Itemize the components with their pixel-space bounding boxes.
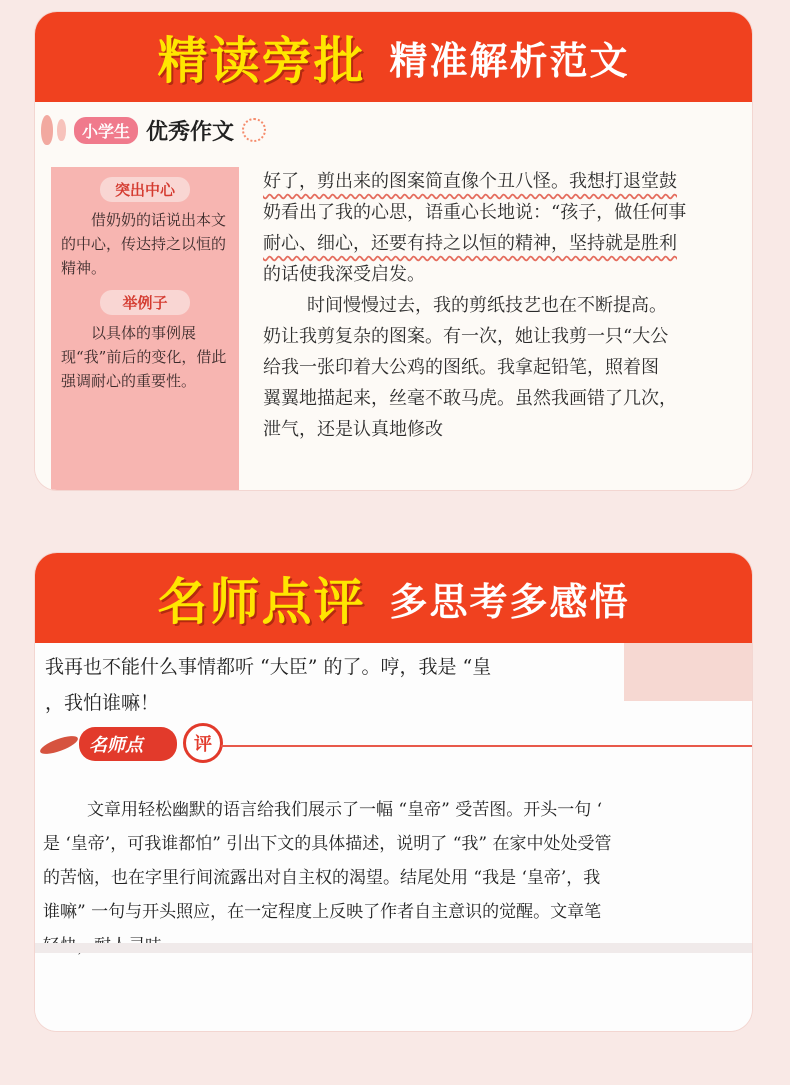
essay-ending: [45, 649, 491, 721]
essay-line: 奶看出了我的心思，语重心长地说：“孩子，做任何事: [263, 202, 687, 223]
essay-line: 时间慢慢过去，我的剪纸技艺也在不断提高。: [307, 295, 667, 316]
essay-line: 给我一张印着大公鸡的图纸。我拿起铅笔，照着图: [263, 357, 659, 378]
banner-title: 精读旁批: [157, 32, 366, 90]
pupil-tag: 小学生: [74, 117, 138, 144]
tree-icon: [57, 119, 66, 141]
sample-essay-page: [35, 102, 752, 490]
essay-text: [263, 166, 752, 445]
divider: [221, 745, 752, 747]
teacher-review-card: [35, 553, 752, 1031]
tree-icon: [41, 115, 53, 145]
review-line: 的苦恼，也在字里行间流露出对自主权的渴望。结尾处用 “我是 ‘皇帝’，我: [43, 868, 601, 888]
essay-line: 好了，剪出来的图案简直像个丑八怪。我想打退堂鼓: [263, 171, 677, 192]
banner-title: 名师点评: [157, 573, 366, 631]
essay-line: 奶让我剪复杂的图案。有一次，她让我剪一只“大公: [263, 326, 669, 347]
essay-line: 的话使我深受启发。: [263, 264, 425, 285]
review-line: 谁嘛” 一句与开头照应，在一定程度上反映了作者自主意识的觉醒。文章笔: [43, 902, 602, 922]
review-badge: 名师点: [79, 727, 177, 761]
essay-line: 翼翼地描起来，丝毫不敢马虎。虽然我画错了几次，: [263, 388, 677, 409]
note-tag: 举例子: [100, 290, 190, 315]
essay-header-title: 优秀作文: [146, 118, 235, 145]
review-line: 是 ‘皇帝’，可我谁都怕” 引出下文的具体描述，说明了 “我” 在家中处处受管: [43, 834, 612, 854]
essay-line: 泄气，还是认真地修改: [263, 419, 443, 440]
essay-line: 我再也不能什么事情都听 “大臣” 的了。哼，我是 “皇: [45, 656, 492, 678]
note-text: 借奶奶的话说出本文的中心，传达持之以恒的精神。: [61, 211, 227, 277]
intensive-reading-banner: [35, 12, 752, 102]
sun-icon: [242, 118, 266, 142]
margin-notes: [51, 167, 239, 490]
essay-line: 耐心、细心，还要有持之以恒的精神，坚持就是胜利: [263, 233, 677, 254]
review-page: [35, 643, 752, 1031]
essay-line: ，我怕谁嘛！: [45, 692, 160, 714]
intensive-reading-card: [35, 12, 752, 490]
review-line: 文章用轻松幽默的语言给我们展示了一幅 “皇帝” 受苦图。开头一句 ‘: [87, 800, 602, 820]
review-heading: [35, 719, 752, 779]
essay-header: [41, 110, 266, 150]
pink-block: [624, 643, 752, 701]
note-text: 以具体的事例展现“我”前后的变化，借此强调耐心的重要性。: [61, 324, 227, 390]
banner-subtitle: 精准解析范文: [389, 38, 630, 83]
note-tag: 突出中心: [100, 177, 190, 202]
teacher-review-banner: [35, 553, 752, 643]
review-badge-char: 评: [183, 723, 223, 763]
review-text: [43, 793, 752, 963]
quill-icon: [38, 733, 80, 758]
bottom-divider: [35, 943, 752, 953]
banner-subtitle: 多思考多感悟: [389, 579, 630, 624]
